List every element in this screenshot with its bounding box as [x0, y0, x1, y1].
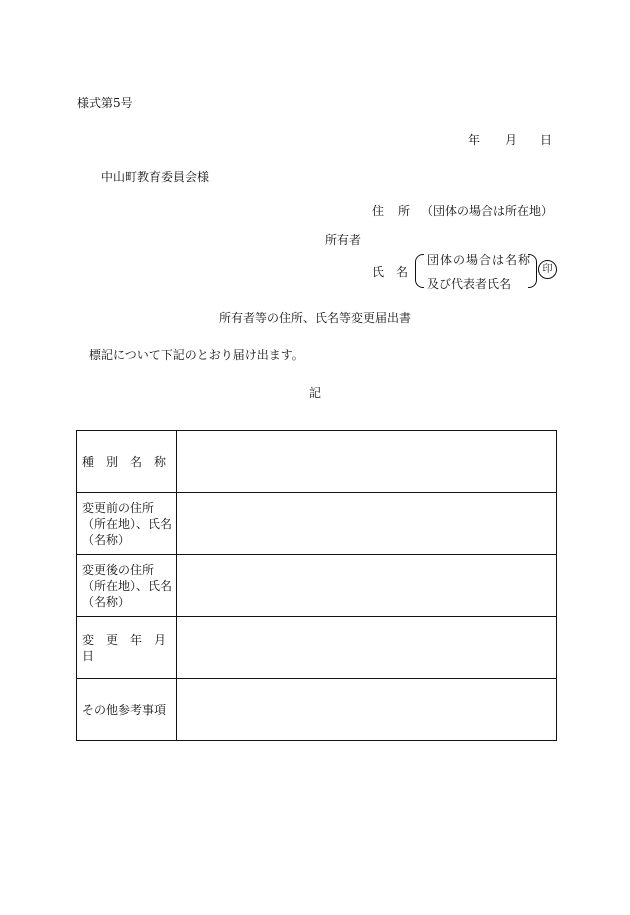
- row-label: [77, 493, 177, 555]
- row-value-new[interactable]: [177, 555, 557, 617]
- table-row-new: [77, 555, 557, 617]
- table-row-date: [77, 617, 557, 679]
- row-label-line: 変 更 年 月 日: [82, 632, 179, 663]
- row-label: [77, 617, 177, 679]
- row-label: [77, 555, 177, 617]
- form-number: 様式第5号: [77, 96, 133, 110]
- name-note-line-1: 団体の場合は名称: [427, 253, 532, 267]
- date-year-label: 年: [468, 133, 481, 147]
- records-table: [76, 430, 557, 741]
- seal-mark: 印: [538, 260, 557, 279]
- owner-label: 所有者: [325, 233, 362, 247]
- table-row-notes: [77, 679, 557, 741]
- right-bracket: [528, 254, 537, 288]
- name-label: 氏 名: [372, 265, 409, 279]
- table-row-previous: [77, 493, 557, 555]
- intro-text: 標記について下記のとおり届け出ます。: [89, 348, 304, 362]
- row-value-previous[interactable]: [177, 493, 557, 555]
- address-note: （団体の場合は所在地）: [421, 204, 554, 218]
- address-label: 住 所: [372, 204, 412, 218]
- row-label-line: 種 別 名 称: [82, 454, 167, 469]
- row-label-line: 変更前の住所: [82, 500, 155, 515]
- row-label: [77, 431, 177, 493]
- row-label-line: その他参考事項: [82, 702, 167, 717]
- addressee: 中山町教育委員会様: [101, 170, 210, 184]
- date-month-label: 月: [505, 133, 518, 147]
- row-value-date[interactable]: [177, 617, 557, 679]
- document-title: 所有者等の住所、氏名等変更届出書: [218, 311, 411, 325]
- row-label: [77, 679, 177, 741]
- row-label-line: （所在地）、氏名: [82, 578, 173, 593]
- row-label-line: （名称）: [82, 594, 131, 609]
- date-day-label: 日: [540, 133, 553, 147]
- table-row-category: [77, 431, 557, 493]
- row-value-notes[interactable]: [177, 679, 557, 741]
- ki-label: 記: [308, 386, 321, 400]
- row-label-line: （名称）: [82, 532, 131, 547]
- name-note-line-2: 及び代表者氏名: [427, 277, 512, 291]
- row-label-line: （所在地）、氏名: [82, 516, 173, 531]
- row-label-line: 変更後の住所: [82, 562, 155, 577]
- row-value-category[interactable]: [177, 431, 557, 493]
- left-bracket: [415, 254, 424, 288]
